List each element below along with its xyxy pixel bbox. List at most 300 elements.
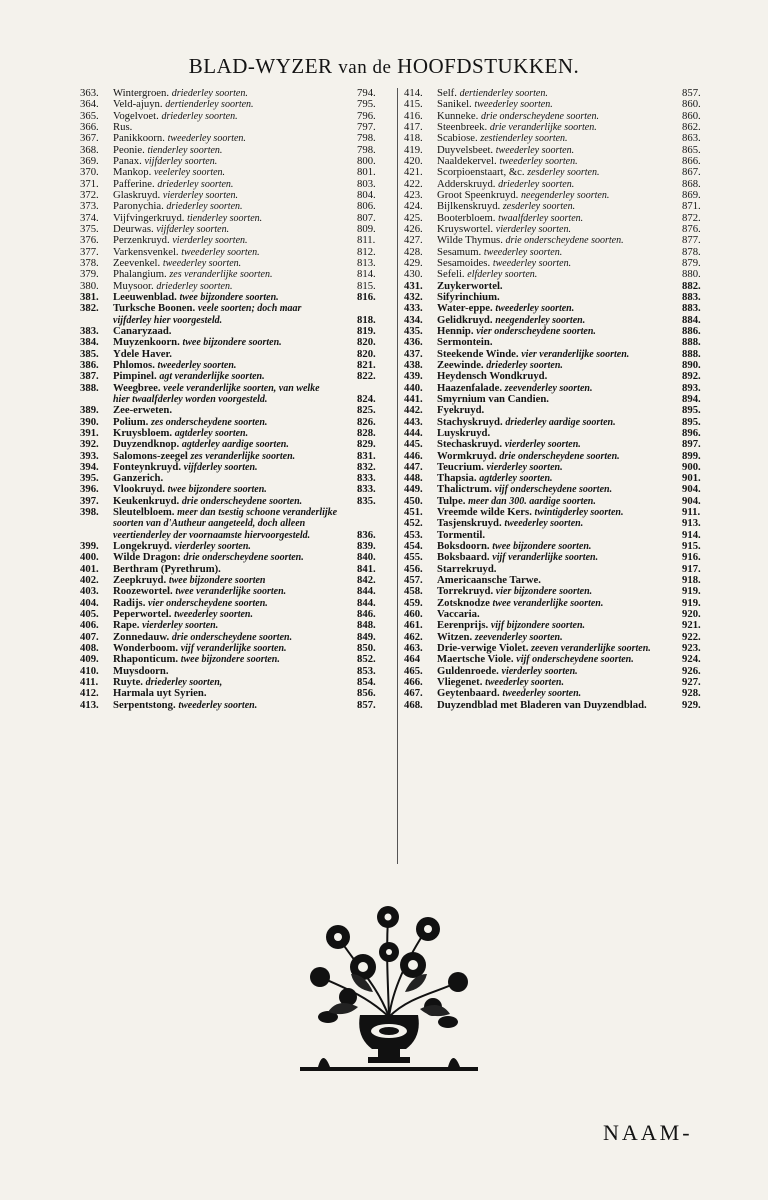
entry-description: tweederley soorten.: [499, 155, 578, 167]
entry-title: [437, 201, 575, 212]
entry-title: [437, 518, 583, 529]
entry-plant-name: Pimpinel.: [113, 371, 157, 383]
entry-title: [113, 156, 217, 167]
entry-page-number: 922.: [682, 631, 701, 643]
title-mid: van de: [338, 57, 392, 78]
entry-number: 421.: [404, 167, 423, 179]
index-entry: [80, 688, 400, 699]
entry-plant-name: Peperwortel.: [113, 609, 172, 621]
entry-description: tweederley soorten.: [504, 518, 584, 530]
entry-number: 423.: [404, 189, 423, 201]
entry-number: 374.: [80, 212, 99, 224]
entry-title: [437, 179, 574, 190]
entry-description: vijf onderscheydene soorten.: [516, 654, 634, 666]
index-entry: [404, 258, 716, 269]
index-entry: [80, 552, 400, 563]
entry-title: [437, 190, 609, 201]
entry-number: 466.: [404, 677, 423, 689]
entry-description: vier bijzondere soorten.: [495, 586, 593, 598]
entry-title: [437, 462, 563, 473]
entry-number: 391.: [80, 427, 99, 439]
entry-number: 430.: [404, 269, 423, 281]
entry-title: [437, 417, 616, 428]
entry-plant-name: Vogelvoet.: [113, 110, 159, 122]
index-entry: [404, 383, 716, 394]
entry-plant-name: Zee-erweten.: [113, 405, 173, 417]
entry-page-number: 893.: [682, 382, 701, 394]
entry-description: drie onderscheydene soorten.: [181, 495, 303, 507]
entry-title: [437, 428, 490, 439]
entry-description: meer dan 300. aardige soorten.: [468, 495, 596, 507]
entry-title: [437, 654, 634, 665]
entry-page-number: 836.: [357, 528, 376, 541]
flower-vase-icon: [298, 897, 480, 1079]
entry-number: 456.: [404, 563, 423, 575]
entry-plant-name: Maertsche Viole.: [437, 654, 514, 666]
entry-page-number: 856.: [357, 688, 376, 700]
entry-page-number: 797.: [357, 121, 376, 133]
entry-number: 459.: [404, 597, 423, 609]
entry-title: [437, 688, 581, 699]
entry-page-number: 884.: [682, 314, 701, 326]
entry-title: [113, 190, 238, 201]
entry-description: twee bijzondere soorten.: [182, 337, 282, 349]
entry-title: [113, 281, 232, 292]
index-entry: [404, 337, 716, 348]
entry-plant-name: Panikkoorn.: [113, 133, 165, 145]
entry-description: veele veranderlijke soorten, van welke: [163, 382, 320, 394]
entry-plant-name: Zeevenkel.: [113, 257, 161, 269]
entry-page-number: 824.: [357, 392, 376, 405]
index-entry: [80, 564, 400, 575]
entry-plant-name: Drie-verwige Violet.: [437, 643, 529, 655]
entry-page-number: 820.: [357, 337, 376, 349]
index-entry: [80, 326, 400, 337]
entry-description: elfderley soorten.: [467, 269, 538, 281]
index-entry: [404, 88, 716, 99]
entry-plant-name: Smyrnium van Candien.: [437, 393, 549, 405]
entry-title: [437, 213, 583, 224]
entry-page-number: 795.: [357, 99, 376, 111]
entry-number: 440.: [404, 382, 423, 394]
entry-number: 411.: [80, 677, 99, 689]
entry-description: agtderley aardige soorten.: [181, 439, 289, 451]
entry-page-number: 920.: [682, 609, 701, 621]
entry-title: [437, 632, 563, 643]
entry-plant-name: Stechaskruyd.: [437, 439, 503, 451]
entry-page-number: 913.: [682, 518, 701, 530]
index-entry: [80, 643, 400, 654]
index-entry: [404, 620, 716, 631]
entry-title: [113, 700, 257, 711]
entry-plant-name: Rus.: [113, 121, 133, 133]
entry-number: 407.: [80, 631, 99, 643]
entry-description: tweederley soorten.: [178, 699, 258, 711]
index-entry: [404, 484, 716, 495]
index-entry: [80, 235, 400, 246]
entry-page-number: 840.: [357, 552, 376, 564]
entry-title: [113, 133, 246, 144]
entry-number: 434.: [404, 314, 423, 326]
entry-description: tweederley soorten.: [495, 144, 575, 156]
index-entry: [404, 145, 716, 156]
entry-title: [113, 586, 286, 597]
entry-number: 437.: [404, 348, 423, 360]
entry-number: 381.: [80, 291, 99, 303]
entry-page-number: 904.: [682, 484, 701, 496]
entry-plant-name: Paronychia.: [113, 201, 164, 213]
entry-page-number: 846.: [357, 609, 376, 621]
entry-page-number: 886.: [682, 325, 701, 337]
entry-description-continued: vijfderley hier voorgesteld.: [113, 314, 223, 326]
entry-title: [113, 405, 172, 416]
entry-plant-name: Sefeli.: [437, 269, 465, 281]
entry-number: 458.: [404, 586, 423, 598]
entry-description: zeevenderley soorten.: [474, 631, 563, 643]
entry-description: drie onderscheydene soorten.: [183, 552, 304, 564]
index-entry: [404, 496, 716, 507]
index-entry: [404, 473, 716, 484]
index-entry: [404, 247, 716, 258]
index-entry: [404, 303, 716, 314]
entry-description: meer dan tsestig schoone veranderlijke: [177, 507, 338, 519]
entry-plant-name: Wintergroen.: [113, 88, 170, 99]
index-entry: [404, 122, 716, 133]
index-entry: [404, 609, 716, 620]
entry-page-number: 894.: [682, 393, 701, 405]
entry-plant-name: Harmala uyt Syrien.: [113, 688, 207, 700]
entry-page-number: 822.: [357, 371, 376, 383]
entry-title: [437, 292, 500, 303]
index-entry: [80, 473, 400, 484]
entry-title: [113, 88, 248, 99]
index-entry: [80, 122, 400, 133]
entry-page-number: 828.: [357, 427, 376, 439]
index-entry: [404, 133, 716, 144]
index-entry: [80, 156, 400, 167]
index-entry: [404, 156, 716, 167]
entry-number: 468.: [404, 699, 423, 711]
entry-description: zesderley soorten.: [502, 201, 576, 213]
entry-description: tweederley soorten.: [167, 133, 246, 145]
entry-number: 445.: [404, 439, 423, 451]
entry-page-number: 833.: [357, 484, 376, 496]
index-entry: [404, 643, 716, 654]
title-end: HOOFDSTUKKEN.: [397, 54, 580, 78]
entry-page-number: 914.: [682, 529, 701, 541]
entry-plant-name: Wilde Thymus.: [437, 235, 503, 247]
index-entry: [404, 201, 716, 212]
entry-number: 461.: [404, 620, 423, 632]
entry-plant-name: Scorpioenstaart, &c.: [437, 167, 525, 179]
entry-description: driederley soorten.: [161, 110, 238, 122]
entry-plant-name: Sesamoides.: [437, 257, 491, 269]
entry-page-number: 849.: [357, 631, 376, 643]
entry-title: [437, 99, 553, 110]
entry-title: [113, 428, 248, 439]
entry-number: 410.: [80, 665, 99, 677]
index-entry: [404, 586, 716, 597]
entry-title: [437, 530, 485, 541]
entry-plant-name: Zonnedauw.: [113, 631, 170, 643]
entry-plant-name: Perzenkruyd.: [113, 235, 170, 247]
entry-plant-name: Bijlkenskruyd.: [437, 201, 501, 213]
entry-number: 404.: [80, 597, 99, 609]
index-entry: [404, 575, 716, 586]
entry-description: tweederley soorten.: [485, 677, 564, 689]
entry-page-number: 876.: [682, 223, 701, 235]
entry-title: [113, 235, 248, 246]
entry-number: 389.: [80, 405, 99, 417]
entry-title: [437, 133, 568, 144]
entry-plant-name: Kunneke.: [437, 110, 479, 122]
entry-plant-name: Witzen.: [437, 631, 473, 643]
index-entry: [80, 258, 400, 269]
entry-number: 400.: [80, 552, 99, 564]
entry-page-number: 918.: [682, 575, 701, 587]
entry-page-number: 801.: [357, 167, 376, 179]
entry-number: 406.: [80, 620, 99, 632]
entry-page-number: 850.: [357, 643, 376, 655]
entry-title: [113, 167, 225, 178]
entry-number: 386.: [80, 359, 99, 371]
index-entry: [80, 349, 400, 360]
entry-title: [113, 598, 268, 609]
index-entry: [80, 677, 400, 688]
entry-number: 414.: [404, 88, 423, 99]
entry-title: [113, 666, 169, 677]
entry-description: dertienderley soorten.: [165, 99, 254, 111]
index-entry: [80, 462, 400, 473]
index-entry: [80, 586, 400, 597]
entry-number: 427.: [404, 235, 423, 247]
index-entry: [80, 439, 400, 450]
entry-plant-name: Sleutelbloem.: [113, 507, 175, 519]
index-entry: [404, 213, 716, 224]
entry-number: 420.: [404, 155, 423, 167]
entry-title: [113, 292, 279, 303]
entry-number: 396.: [80, 484, 99, 496]
entry-number: 413.: [80, 699, 99, 711]
entry-description: vijfderley soorten.: [156, 223, 230, 235]
index-entry: [80, 303, 400, 326]
entry-page-number: 800.: [357, 155, 376, 167]
entry-page-number: 895.: [682, 416, 701, 428]
entry-page-number: 820.: [357, 348, 376, 360]
entry-description: driederley soorten.: [498, 178, 575, 190]
entry-number: 369.: [80, 155, 99, 167]
entry-title: [113, 269, 272, 280]
entry-description: tweederley soorten.: [502, 688, 582, 700]
entry-description: drie veranderlijke soorten.: [489, 121, 597, 133]
entry-plant-name: Self.: [437, 88, 457, 99]
entry-plant-name: Phalangium.: [113, 269, 167, 281]
entry-page-number: 871.: [682, 201, 701, 213]
entry-description: tienderley soorten.: [187, 212, 263, 224]
entry-number: 467.: [404, 688, 423, 700]
entry-page-number: 897.: [682, 439, 701, 451]
entry-number: 452.: [404, 518, 423, 530]
entry-title: [113, 111, 238, 122]
index-column-right: [404, 88, 716, 711]
entry-title: [437, 405, 484, 416]
index-entry: [404, 666, 716, 677]
entry-page-number: 854.: [357, 677, 376, 689]
entry-number: 450.: [404, 495, 423, 507]
catchword: NAAM-: [603, 1120, 693, 1145]
entry-title: [437, 145, 574, 156]
entry-plant-name: Radijs.: [113, 597, 146, 609]
entry-description: neegenderley soorten.: [521, 189, 610, 201]
entry-plant-name: Glaskruyd.: [113, 189, 161, 201]
entry-number: 418.: [404, 133, 423, 145]
entry-description: driederley aardige soorten.: [505, 416, 616, 428]
entry-description: vijfderley soorten.: [183, 461, 258, 473]
entry-page-number: 890.: [682, 359, 701, 371]
entry-plant-name: Deurwas.: [113, 223, 154, 235]
entry-title: [437, 586, 592, 597]
index-entry: [80, 541, 400, 552]
index-entry: [404, 564, 716, 575]
entry-number: 368.: [80, 144, 99, 156]
entry-number: 429.: [404, 257, 423, 269]
entry-page-number: 848.: [357, 620, 376, 632]
entry-description: tweederley soorten.: [157, 359, 237, 371]
entry-title: [113, 337, 282, 348]
index-entry: [80, 88, 400, 99]
entry-page-number: 901.: [682, 473, 701, 485]
index-entry: [404, 235, 716, 246]
entry-page-number: 816.: [357, 291, 376, 303]
entry-page-number: 866.: [682, 155, 701, 167]
entry-plant-name: Weegbree.: [113, 382, 161, 394]
entry-number: 394.: [80, 461, 99, 473]
entry-title: [113, 507, 337, 518]
index-entry: [80, 99, 400, 110]
entry-title: [113, 564, 221, 575]
entry-description: vierderley soorten.: [486, 461, 563, 473]
entry-page-number: 919.: [682, 586, 701, 598]
entry-plant-name: Tormentil.: [437, 529, 485, 541]
entry-page-number: 835.: [357, 495, 376, 507]
index-entry: [80, 111, 400, 122]
entry-title: [437, 451, 620, 462]
entry-description: vierderley soorten.: [174, 541, 251, 553]
index-column-left: [80, 88, 400, 711]
index-entry: [404, 394, 716, 405]
entry-description: twintigderley soorten.: [534, 507, 624, 519]
index-entry: [404, 507, 716, 518]
index-entry: [80, 247, 400, 258]
entry-title: [113, 258, 241, 269]
entry-plant-name: Water-eppe.: [437, 303, 493, 315]
entry-plant-name: Starrekruyd.: [437, 563, 497, 575]
entry-description: drie onderscheydene soorten.: [505, 235, 624, 247]
entry-description-continued: hier twaalfderley worden voorgesteld.: [113, 393, 268, 405]
index-entry: [404, 99, 716, 110]
entry-plant-name: Muysoor.: [113, 280, 154, 292]
entry-description: twee veranderlijke soorten.: [175, 586, 287, 598]
entry-title: [437, 360, 563, 371]
entry-plant-name: Canaryzaad.: [113, 325, 172, 337]
entry-number: 443.: [404, 416, 423, 428]
entry-page-number: 821.: [357, 359, 376, 371]
entry-title: [113, 303, 301, 314]
entry-title: [113, 643, 287, 654]
entry-number: 455.: [404, 552, 423, 564]
entry-number: 465.: [404, 665, 423, 677]
entry-page-number: 832.: [357, 461, 376, 473]
entry-number: 365.: [80, 110, 99, 122]
index-entry: [80, 609, 400, 620]
entry-title: [113, 451, 295, 462]
entry-number: 378.: [80, 257, 99, 269]
entry-description: vierderley soorten.: [162, 189, 239, 201]
entry-title: [113, 688, 207, 699]
index-entry: [80, 167, 400, 178]
entry-plant-name: Rape.: [113, 620, 140, 632]
index-entry: [404, 598, 716, 609]
entry-title: [437, 439, 581, 450]
entry-number: 367.: [80, 133, 99, 145]
entry-plant-name: Salomons-zeegel: [113, 450, 188, 462]
entry-number: 417.: [404, 121, 423, 133]
entry-title: [113, 349, 172, 360]
entry-page-number: 879.: [682, 257, 701, 269]
index-entry: [404, 654, 716, 665]
entry-plant-name: Turksche Boonen.: [113, 303, 196, 315]
index-entry: [80, 632, 400, 643]
entry-number: 439.: [404, 371, 423, 383]
entry-page-number: 807.: [357, 212, 376, 224]
entry-title: [113, 473, 163, 484]
entry-description: twee bijzondere soorten.: [179, 291, 279, 303]
entry-number: 424.: [404, 201, 423, 213]
entry-title: [437, 122, 597, 133]
entry-number: 403.: [80, 586, 99, 598]
index-entry: [404, 552, 716, 563]
entry-page-number: 860.: [682, 99, 701, 111]
index-entry: [80, 224, 400, 235]
entry-page-number: 857.: [357, 699, 376, 711]
entry-number: 398.: [80, 507, 99, 519]
entry-plant-name: Luyskruyd.: [437, 427, 491, 439]
entry-plant-name: Zeewinde.: [437, 359, 484, 371]
entry-plant-name: Wonderboom.: [113, 643, 179, 655]
index-entry: [80, 292, 400, 303]
entry-plant-name: Gelidkruyd.: [437, 314, 493, 326]
entry-description: vijf veranderlijke soorten.: [492, 552, 599, 564]
entry-title: [113, 677, 222, 688]
entry-description: vierderley soorten.: [142, 620, 219, 632]
entry-plant-name: Hennip.: [437, 325, 474, 337]
index-entry: [80, 654, 400, 665]
entry-number: 462.: [404, 631, 423, 643]
entry-page-number: 815.: [357, 280, 376, 292]
index-entry: [404, 518, 716, 529]
entry-plant-name: Serpentstong.: [113, 699, 176, 711]
entry-plant-name: Tasjenskruyd.: [437, 518, 502, 530]
entry-title: [437, 235, 624, 246]
entry-title: [437, 609, 480, 620]
entry-title: [437, 643, 651, 654]
entry-title: [113, 224, 229, 235]
entry-number: 402.: [80, 575, 99, 587]
entry-page-number: 896.: [682, 427, 701, 439]
entry-page-number: 878.: [682, 246, 701, 258]
index-entry: [80, 281, 400, 292]
entry-page-number: 899.: [682, 450, 701, 462]
